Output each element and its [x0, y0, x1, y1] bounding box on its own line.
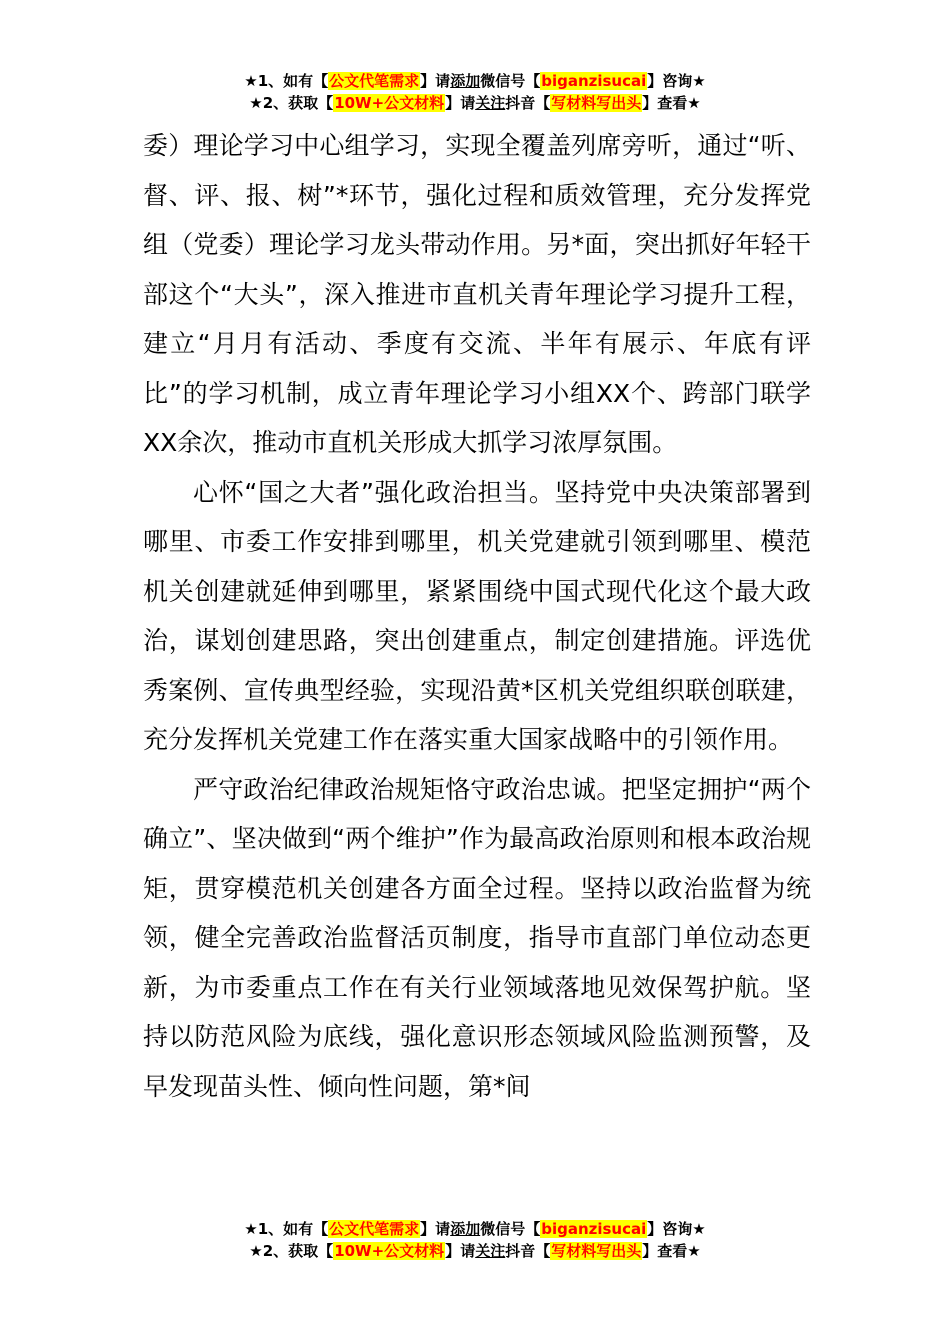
banner-line-1: ★1、如有【公文代笔需求】请添加微信号【biganzisucai】咨询★	[244, 1220, 706, 1238]
document-body	[143, 121, 811, 1111]
banner-highlight: 10W+公文材料	[334, 1242, 445, 1260]
banner-highlight: biganzisucai	[541, 1220, 647, 1238]
banner-highlight: 公文代笔需求	[329, 72, 420, 90]
banner-line-2: ★2、获取【10W+公文材料】请关注抖音【写材料写出头】查看★	[249, 94, 701, 112]
footer-banner	[0, 1218, 950, 1262]
banner-highlight: biganzisucai	[541, 72, 647, 90]
banner-highlight: 写材料写出头	[551, 1242, 642, 1260]
banner-highlight: 10W+公文材料	[334, 94, 445, 112]
banner-line-1: ★1、如有【公文代笔需求】请添加微信号【biganzisucai】咨询★	[244, 72, 706, 90]
paragraph: 委）理论学习中心组学习，实现全覆盖列席旁听，通过“听、督、评、报、树”*环节，强化过程和质效管理，充分发挥党组（党委）理论学习龙头带动作用。另*面，突出抓好年轻干部这个“大头”，深入推进市直机关青年理论学习提升工程，建立“月月有活动、季度有交流、半年有展示、年底有评比”的学习机制，成立青年理论学习小组XX个、跨部门联学XX余次，推动市直机关形成大抓学习浓厚氛围。	[143, 131, 811, 457]
banner-highlight: 写材料写出头	[551, 94, 642, 112]
header-banner	[0, 70, 950, 114]
banner-highlight: 公文代笔需求	[329, 1220, 420, 1238]
paragraph: 心怀“国之大者”强化政治担当。坚持党中央决策部署到哪里、市委工作安排到哪里，机关党建就引领到哪里、模范机关创建就延伸到哪里，紧紧围绕中国式现代化这个最大政治，谋划创建思路，突出创建重点，制定创建措施。评选优秀案例、宣传典型经验，实现沿黄*区机关党组织联创联建，充分发挥机关党建工作在落实重大国家战略中的引领作用。	[143, 477, 811, 754]
banner-line-2: ★2、获取【10W+公文材料】请关注抖音【写材料写出头】查看★	[249, 1242, 701, 1260]
paragraph: 严守政治纪律政治规矩恪守政治忠诚。把坚定拥护“两个确立”、坚决做到“两个维护”作为最高政治原则和根本政治规矩，贯穿模范机关创建各方面全过程。坚持以政治监督为统领，健全完善政治监督活页制度，指导市直部门单位动态更新，为市委重点工作在有关行业领域落地见效保驾护航。坚持以防范风险为底线，强化意识形态领域风险监测预警，及早发现苗头性、倾向性问题，第*间	[143, 774, 811, 1101]
